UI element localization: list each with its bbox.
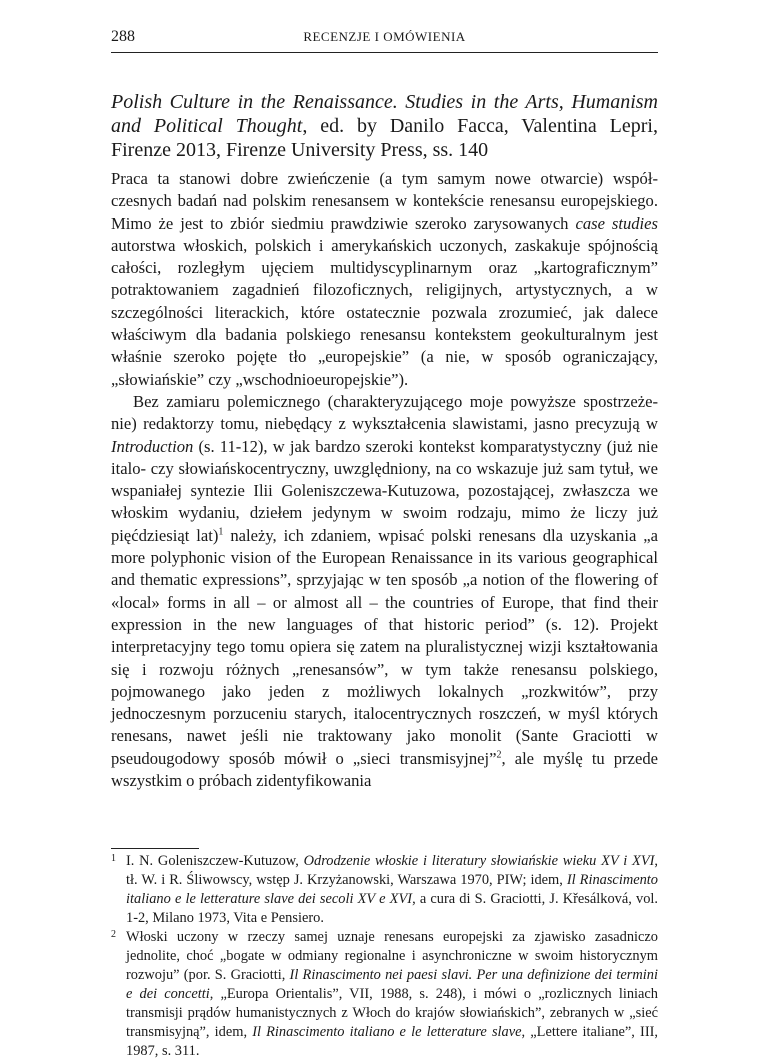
text-run: , ale myślę tu przede wszystkim o próbach zidentyfikowania — [111, 748, 659, 791]
text-run: Praca ta stanowi dobre zwieńczenie (a tym samym nowe otwarcie) współczesnych badań nad polskim renesansem w kontekście renesansu europejskiego. Mimo że jest to zbiór siedmiu prawdziwie szeroko zarysowanych — [111, 169, 658, 233]
footnote-divider — [111, 848, 199, 849]
text-run: , a cura di S. Graciotti, J. Křesálková, vol. 1-2, Milano 1973, Vita e Pensiero. — [126, 891, 658, 926]
footnote — [111, 852, 658, 928]
footnotes — [111, 852, 658, 1061]
footnote-number: 2 — [111, 929, 116, 940]
italic-term: Introduction — [111, 436, 194, 456]
footnote-ref[interactable]: 1 — [218, 526, 224, 538]
italic-title: Il Rinascimento nei paesi slavi. Per una definizione dei termini e dei concetti — [126, 967, 658, 1002]
text-run: , tł. W. i R. Śliwowscy, wstęp J. Krzyżanowski, Warszawa 1970, PIW; idem, — [126, 853, 659, 888]
footnote — [111, 928, 658, 1061]
footnote-ref[interactable]: 2 — [496, 749, 502, 761]
text-run: autorstwa włoskich, polskich i amerykańskich uczonych, zaskakuje spójnością całości, rozległym ujęciem multidyscyplinarnym oraz „kartograficznym” potraktowaniem zagadnień filozoficznych, religijnych, artystycznych, a w szczególności literackich, które ostatecznie pozwala zrozumieć, jak dalece właściwym dla badania polskiego renesansu kontekstem geokulturalnym jest właśnie szeroko pojęte tło „europejskie” (a nie, w sposób ograniczający, „słowiańskie” czy „wschodnioeuropejskie”). — [111, 235, 658, 389]
page-number: 288 — [111, 28, 135, 45]
running-head: RECENZJE I OMÓWIENIA — [303, 29, 466, 44]
italic-title: Odrodzenie włoskie i literatury słowiańskie wieku XV i XVI — [303, 853, 655, 869]
review-body — [111, 168, 658, 792]
footnote-number: 1 — [111, 853, 116, 864]
text-run: , „Lettere italiane”, III, 1987, s. 311. — [126, 1024, 659, 1059]
text-run: Włoski uczony w rzeczy samej uznaje renesans europejski za zjawisko zasadniczo jednolite, choć „bogate w odmiany regionalne i asynchroniczne w swoim historycznym rozwoju” (por. S. Graciotti, — [126, 929, 658, 983]
book-details: , ed. by Danilo Facca, Valentina Lepri, Firenze 2013, Firenze University Press, ss. 140 — [111, 115, 658, 161]
text-run: (s. 11-12), w jak bardzo szeroki kontekst komparatystyczny (już nie italo- czy słowiańskocentryczny, uwzględniony, na co wskazuje już sam tytuł, we wspaniałej syntezie Ilii Goleniszczewa-Kutuzowa, pozostającej, zwłaszcza we włoskim wydaniu, dziełem jedynym w swoim rodzaju, mimo że liczy już pięćdziesiąt lat) — [111, 436, 658, 545]
italic-title: Il Rinascimento italiano e le letterature slave — [252, 1024, 522, 1040]
italic-term: case studies — [575, 213, 658, 233]
book-title: Polish Culture in the Renaissance. Studies in the Arts, Humanism and Political Thought — [111, 91, 658, 137]
italic-title: Il Rinascimento italiano e le letterature slave dei secoli XV e XVI — [126, 872, 658, 907]
paragraph — [111, 168, 658, 391]
text-run: I. N. Goleniszczew-Kutuzow, — [126, 853, 304, 869]
text-run: , „Europa Orientalis”, VII, 1988, s. 248), i mówi o „rozlicznych liniach transmisji prądów humanistycznych z Włoch do krajów słowiańskich”, zebranych w „sieć transmisyjną”, idem, — [126, 986, 658, 1040]
text-run: należy, ich zdaniem, wpisać polski renesans dla uzyskania „a more polyphonic vision of the European Renaissance in its various geographical and thematic expressions”, sprzyjając w ten sposób „a notion of the flowering of «local» forms in all – or almost all – the countries of Europe, that find their expression in the new languages of that historic period” (s. 12). Projekt interpretacyjny tego tomu opiera się zatem na pluralistycznej wizji kształtowania się i rozwoju różnych „renesansów”, w tym także renesansu polskiego, pojmowanego jako jeden z możliwych lokalnych „rozkwitów”, przy jednoczesnym porzuceniu starych, italocentrycznych roszczeń, w myśl których renesans, nawet jeśli nie traktowany jako monolit (Sante Graciotti w pseudougodowy sposób mówił o „sieci transmisyjnej” — [111, 525, 658, 768]
text-run: Bez zamiaru polemicznego (charakteryzującego moje powyższe spostrzeżenie) redaktorzy tomu, niebędący z wykształcenia slawistami, jasno precyzują w — [111, 391, 658, 434]
page-header — [111, 24, 658, 53]
review-title — [111, 90, 658, 162]
paragraph — [111, 391, 658, 792]
